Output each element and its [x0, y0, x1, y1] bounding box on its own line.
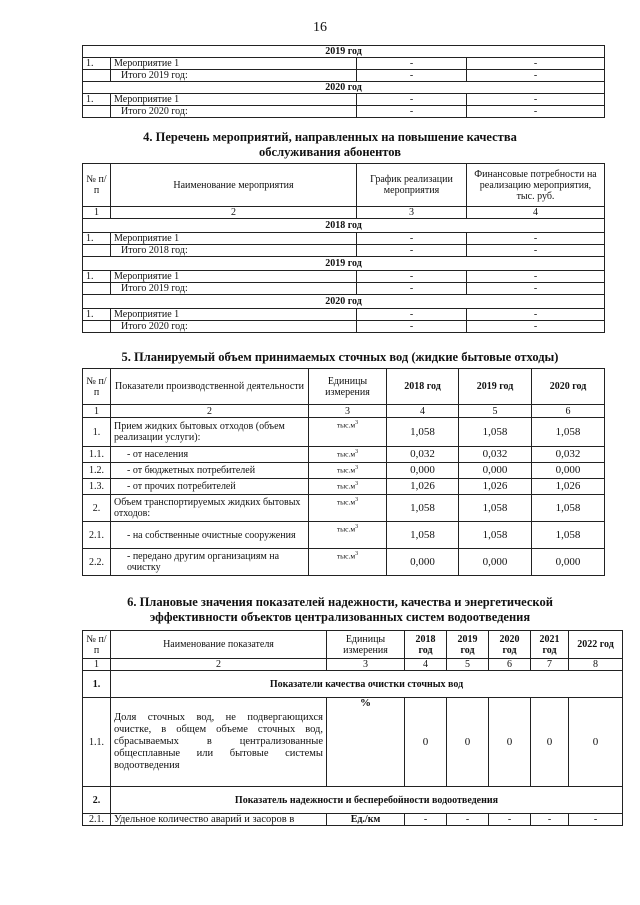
year-row — [83, 46, 605, 58]
table-row — [83, 479, 605, 495]
header-year: 2018 год — [387, 369, 459, 405]
finance-cell: - — [467, 58, 605, 70]
header-row — [83, 164, 605, 207]
value-2018: 0,000 — [387, 463, 459, 479]
header-unit: Единицы измерения — [327, 631, 405, 659]
row-number — [83, 283, 111, 295]
row-number: 2.1. — [83, 814, 111, 826]
section4-title — [60, 130, 600, 160]
header-year: 2019 год — [447, 631, 489, 659]
unit-exponent: 3 — [355, 551, 359, 557]
header-year: 2021 год — [531, 631, 569, 659]
total-label: Итого 2020 год: — [111, 321, 357, 333]
column-number: 8 — [569, 659, 623, 671]
unit-base: тыс.м — [336, 465, 356, 475]
value-2019: 0 — [447, 698, 489, 787]
row-number: 1.1. — [83, 698, 111, 787]
activity-name: Мероприятие 1 — [111, 233, 357, 245]
total-row — [83, 70, 605, 82]
finance-cell: - — [467, 309, 605, 321]
row-number — [83, 245, 111, 257]
section6-title-line1: 6. Плановые значения показателей надежности, качества и энергетической — [127, 595, 553, 609]
column-number: 3 — [309, 405, 387, 418]
header-year: 2020 год — [489, 631, 531, 659]
value-2019: 1,058 — [459, 495, 532, 522]
unit-cell — [309, 495, 387, 522]
schedule-cell: - — [357, 309, 467, 321]
section4-title-line1: 4. Перечень мероприятий, направленных на повышение качества — [143, 130, 517, 144]
row-number: 1.2. — [83, 463, 111, 479]
total-label: Итого 2019 год: — [111, 70, 357, 82]
total-row — [83, 245, 605, 257]
section5-title: 5. Планируемый объем принимаемых сточных вод (жидкие бытовые отходы) — [121, 350, 559, 364]
unit-exponent: 3 — [355, 481, 359, 487]
column-number: 2 — [111, 405, 309, 418]
group-row — [83, 787, 623, 814]
column-numbers-row — [83, 207, 605, 219]
value-2020: 0 — [489, 698, 531, 787]
schedule-cell: - — [357, 94, 467, 106]
schedule-cell: - — [357, 321, 467, 333]
column-number: 5 — [459, 405, 532, 418]
indicator-name: Прием жидких бытовых отходов (объем реализации услуги): — [111, 418, 309, 447]
page-number: 16 — [313, 20, 327, 35]
unit-base: тыс.м — [336, 449, 356, 459]
value-2018: 0,032 — [387, 447, 459, 463]
header-indicator: Наименование показателя — [111, 631, 327, 659]
table-row — [83, 463, 605, 479]
unit-cell: % — [327, 698, 405, 787]
column-number: 4 — [405, 659, 447, 671]
table-row — [83, 309, 605, 321]
unit-cell — [309, 479, 387, 495]
schedule-cell: - — [357, 271, 467, 283]
activity-name: Мероприятие 1 — [111, 271, 357, 283]
header-activity: Наименование мероприятия — [111, 164, 357, 207]
finance-cell: - — [467, 271, 605, 283]
row-number: 2. — [83, 495, 111, 522]
unit-exponent: 3 — [355, 497, 359, 503]
row-number: 1.1. — [83, 447, 111, 463]
unit-cell — [309, 549, 387, 576]
activity-name: Мероприятие 1 — [111, 58, 357, 70]
schedule-cell: - — [357, 106, 467, 118]
unit-cell — [309, 522, 387, 549]
row-number: 1. — [83, 94, 111, 106]
year-label: 2019 год — [83, 46, 605, 58]
header-number: № п/п — [83, 164, 111, 207]
schedule-cell: - — [357, 283, 467, 295]
value-2020: 1,058 — [532, 495, 605, 522]
group-title: Показатели качества очистки сточных вод — [111, 671, 623, 698]
row-number — [83, 321, 111, 333]
column-number: 3 — [327, 659, 405, 671]
row-number: 1. — [83, 309, 111, 321]
activity-name: Мероприятие 1 — [111, 309, 357, 321]
value-2022: 0 — [569, 698, 623, 787]
section5-table — [82, 368, 605, 576]
finance-cell: - — [467, 233, 605, 245]
unit-base: тыс.м — [336, 481, 356, 491]
indicator-name: Удельное количество аварий и засоров в — [111, 814, 327, 826]
header-year: 2018 год — [405, 631, 447, 659]
value-2019: 0,032 — [459, 447, 532, 463]
activity-name: Мероприятие 1 — [111, 94, 357, 106]
total-row — [83, 283, 605, 295]
total-label: Итого 2019 год: — [111, 283, 357, 295]
indicator-name: Объем транспортируемых жидких бытовых отходов: — [111, 495, 309, 522]
unit-base: тыс.м — [336, 524, 356, 534]
schedule-cell: - — [357, 58, 467, 70]
table-row — [83, 233, 605, 245]
value-2020: 0,000 — [532, 549, 605, 576]
value-2018: 1,058 — [387, 495, 459, 522]
value-2018: 1,026 — [387, 479, 459, 495]
schedule-cell: - — [357, 245, 467, 257]
table-row — [83, 698, 623, 787]
section4-table — [82, 163, 605, 333]
value-2019: 1,026 — [459, 479, 532, 495]
value-2018: 1,058 — [387, 418, 459, 447]
value-2020: 1,058 — [532, 418, 605, 447]
value-2021: 0 — [531, 698, 569, 787]
table-row — [83, 814, 623, 826]
header-row — [83, 369, 605, 405]
unit-cell — [309, 418, 387, 447]
finance-cell: - — [467, 283, 605, 295]
column-number: 1 — [83, 659, 111, 671]
table-row — [83, 418, 605, 447]
year-row — [83, 295, 605, 309]
unit-exponent: 3 — [355, 420, 359, 426]
table-row — [83, 447, 605, 463]
column-number: 6 — [489, 659, 531, 671]
indicator-name: - от населения — [111, 447, 309, 463]
column-number: 2 — [111, 207, 357, 219]
year-row — [83, 219, 605, 233]
column-number: 1 — [83, 207, 111, 219]
unit-cell — [309, 463, 387, 479]
table-row — [83, 522, 605, 549]
group-title: Показатель надежности и бесперебойности водоотведения — [111, 787, 623, 814]
header-year: 2022 год — [569, 631, 623, 659]
value-2020: 1,058 — [532, 522, 605, 549]
indicator-name: - передано другим организациям на очистку — [111, 549, 309, 576]
year-label: 2018 год — [83, 219, 605, 233]
column-numbers-row — [83, 405, 605, 418]
header-schedule: График реализации мероприятия — [357, 164, 467, 207]
finance-cell: - — [467, 94, 605, 106]
year-label: 2020 год — [83, 82, 605, 94]
schedule-cell: - — [357, 70, 467, 82]
indicator-name: - на собственные очистные сооружения — [111, 522, 309, 549]
value-2020: 1,026 — [532, 479, 605, 495]
unit-exponent: 3 — [355, 449, 359, 455]
indicator-name: - от бюджетных потребителей — [111, 463, 309, 479]
group-number: 2. — [83, 787, 111, 814]
section4-title-line2: обслуживания абонентов — [259, 145, 401, 159]
indicator-name: - от прочих потребителей — [111, 479, 309, 495]
section6-title — [70, 595, 610, 625]
header-number: № п/п — [83, 369, 111, 405]
group-number: 1. — [83, 671, 111, 698]
row-number — [83, 70, 111, 82]
value-2018: 0,000 — [387, 549, 459, 576]
year-row — [83, 257, 605, 271]
header-finance: Финансовые потребности на реализацию мероприятия, тыс. руб. — [467, 164, 605, 207]
row-number: 1. — [83, 271, 111, 283]
header-unit: Единицы измерения — [309, 369, 387, 405]
finance-cell: - — [467, 70, 605, 82]
unit-exponent: 3 — [355, 524, 359, 530]
value-2022: - — [569, 814, 623, 826]
column-number: 2 — [111, 659, 327, 671]
column-number: 3 — [357, 207, 467, 219]
value-2020: - — [489, 814, 531, 826]
value-2019: 0,000 — [459, 463, 532, 479]
finance-cell: - — [467, 245, 605, 257]
unit-cell — [309, 447, 387, 463]
year-label: 2020 год — [83, 295, 605, 309]
column-number: 4 — [387, 405, 459, 418]
schedule-cell: - — [357, 233, 467, 245]
value-2020: 0,000 — [532, 463, 605, 479]
header-year: 2019 год — [459, 369, 532, 405]
value-2018: 1,058 — [387, 522, 459, 549]
value-2019: 1,058 — [459, 522, 532, 549]
total-row — [83, 321, 605, 333]
finance-cell: - — [467, 321, 605, 333]
unit-exponent: 3 — [355, 465, 359, 471]
section6-table — [82, 630, 623, 826]
value-2019: - — [447, 814, 489, 826]
year-row — [83, 82, 605, 94]
row-number — [83, 106, 111, 118]
group-row — [83, 671, 623, 698]
column-number: 7 — [531, 659, 569, 671]
header-year: 2020 год — [532, 369, 605, 405]
table-row — [83, 58, 605, 70]
value-2019: 1,058 — [459, 418, 532, 447]
row-number: 1.3. — [83, 479, 111, 495]
column-numbers-row — [83, 659, 623, 671]
unit-cell: Ед./км — [327, 814, 405, 826]
total-label: Итого 2020 год: — [111, 106, 357, 118]
table-row — [83, 495, 605, 522]
value-2020: 0,032 — [532, 447, 605, 463]
top-activities-table — [82, 45, 605, 118]
header-number: № п/п — [83, 631, 111, 659]
row-number: 1. — [83, 58, 111, 70]
row-number: 2.1. — [83, 522, 111, 549]
table-row — [83, 271, 605, 283]
column-number: 5 — [447, 659, 489, 671]
header-indicator: Показатели производственной деятельности — [111, 369, 309, 405]
unit-base: тыс.м — [336, 551, 356, 561]
value-2019: 0,000 — [459, 549, 532, 576]
row-number: 2.2. — [83, 549, 111, 576]
column-number: 6 — [532, 405, 605, 418]
value-2018: 0 — [405, 698, 447, 787]
table-row — [83, 94, 605, 106]
unit-base: тыс.м — [336, 497, 356, 507]
column-number: 1 — [83, 405, 111, 418]
row-number: 1. — [83, 418, 111, 447]
year-label: 2019 год — [83, 257, 605, 271]
indicator-name: Доля сточных вод, не подвергающихся очистке, в общем объеме сточных вод, сбрасываемых в централизованные общесплавные или бытовые системы водоотведения — [111, 698, 327, 787]
total-row — [83, 106, 605, 118]
header-row — [83, 631, 623, 659]
section6-title-line2: эффективности объектов централизованных систем водоотведения — [149, 610, 531, 624]
finance-cell: - — [467, 106, 605, 118]
unit-base: тыс.м — [336, 420, 356, 430]
value-2021: - — [531, 814, 569, 826]
table-row — [83, 549, 605, 576]
total-label: Итого 2018 год: — [111, 245, 357, 257]
column-number: 4 — [467, 207, 605, 219]
row-number: 1. — [83, 233, 111, 245]
value-2018: - — [405, 814, 447, 826]
